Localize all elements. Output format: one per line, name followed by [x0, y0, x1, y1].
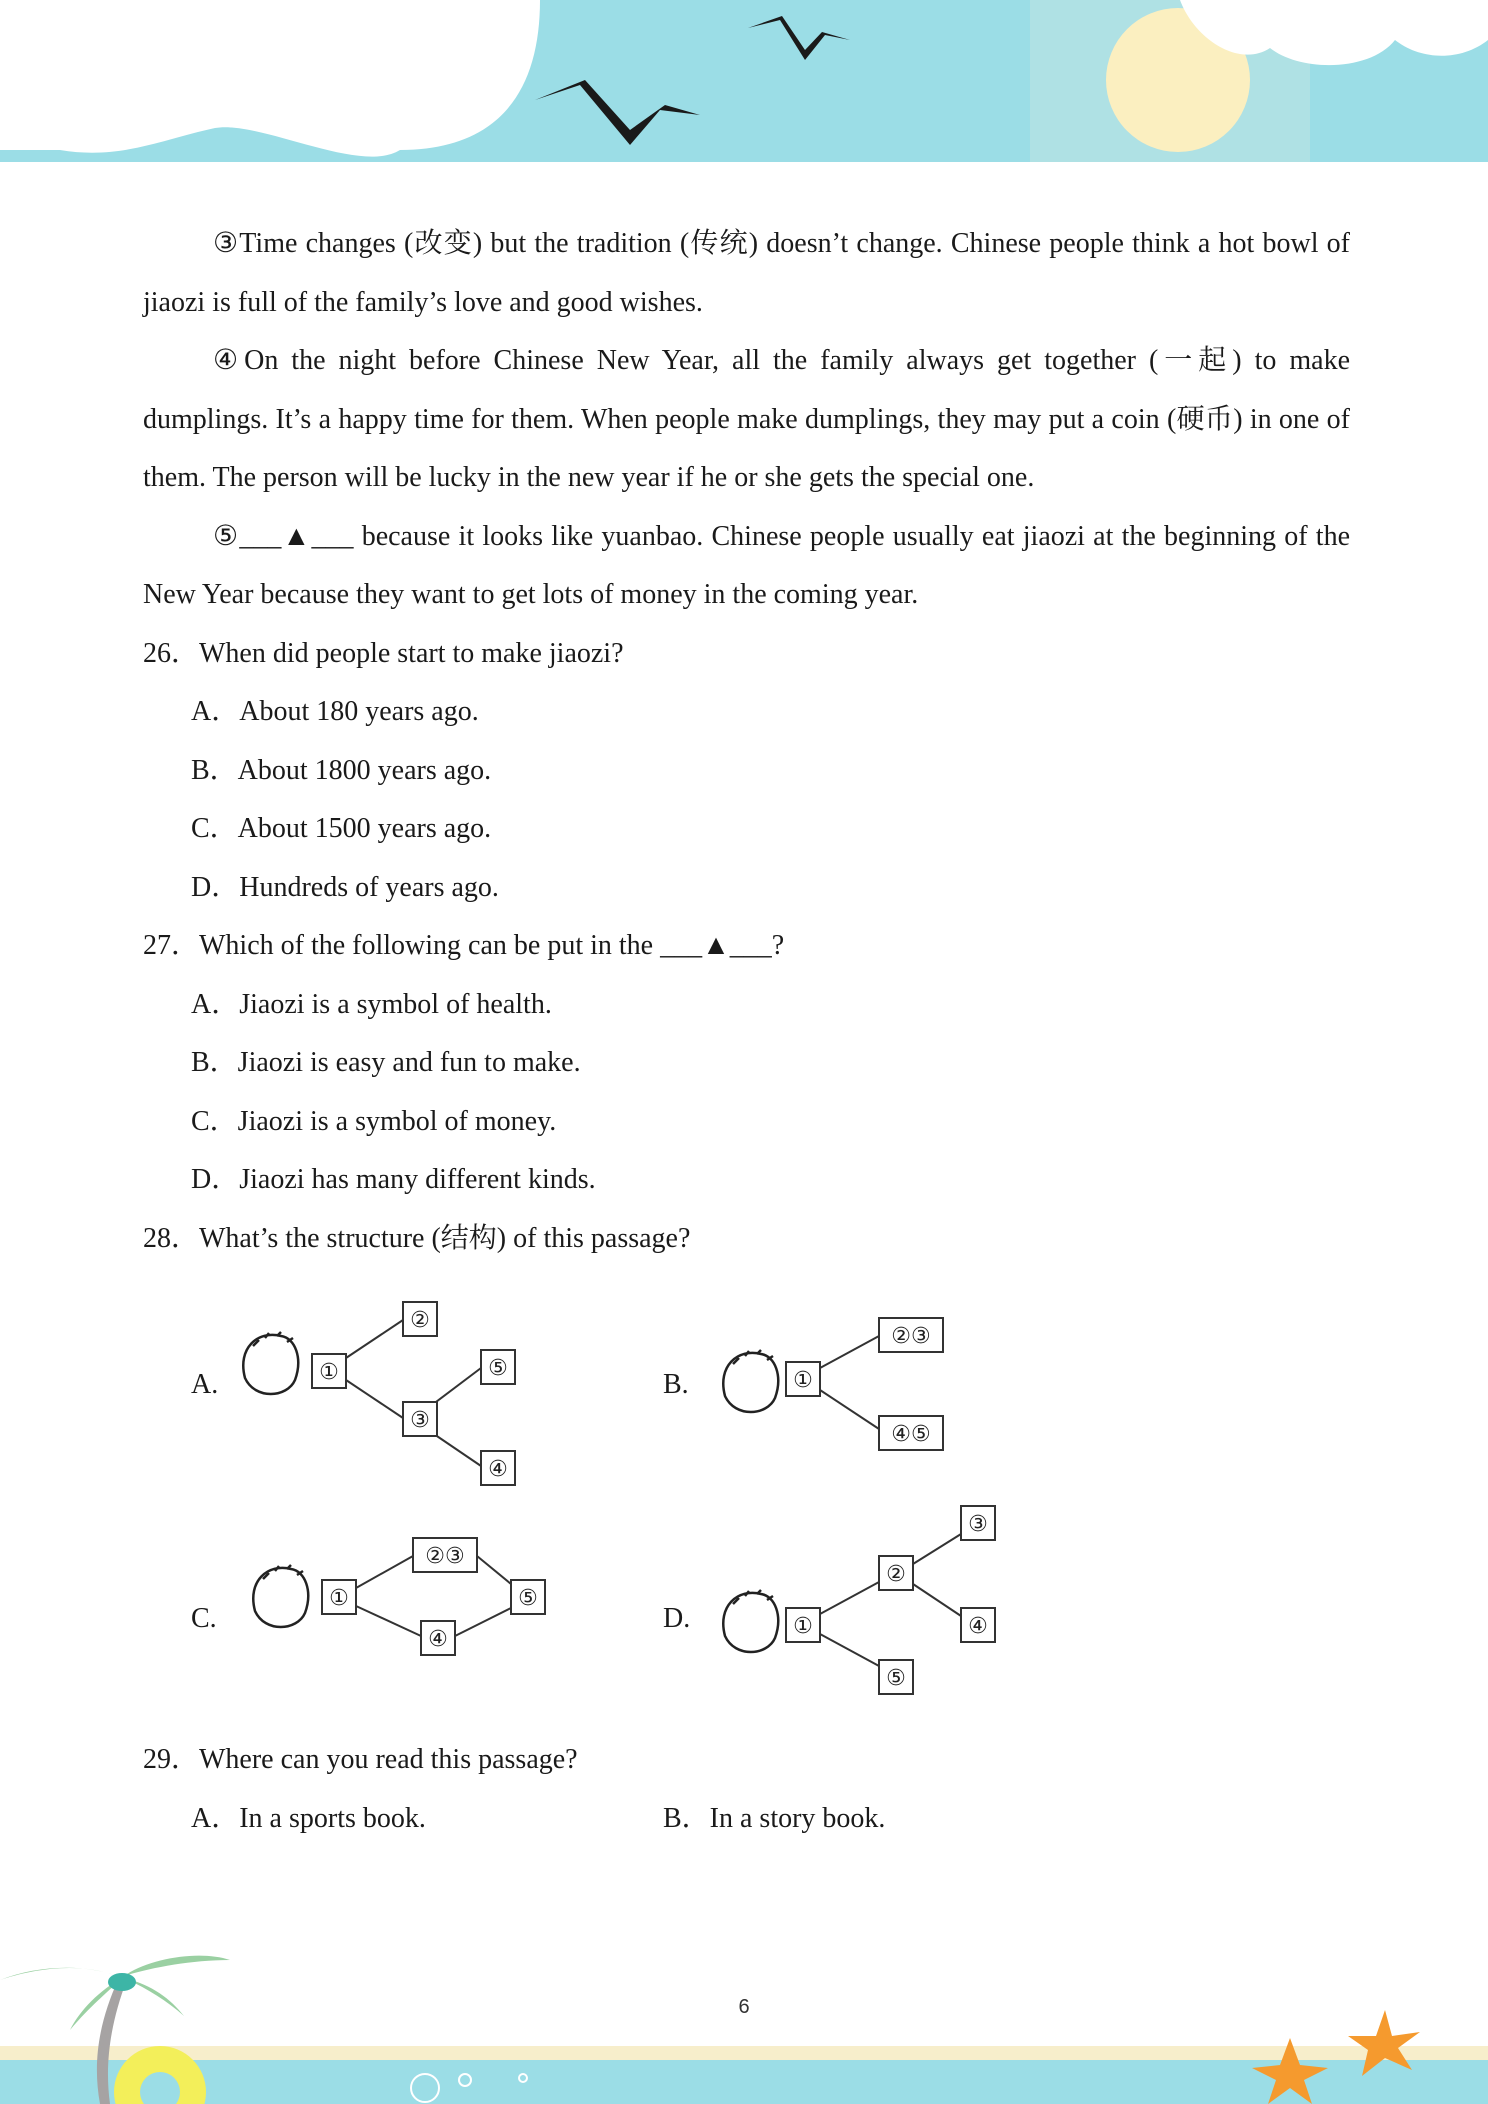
question-29-stem: 29．Where can you read this passage? — [143, 1744, 578, 1775]
diagram-d — [713, 1494, 1033, 1714]
diagram-c-label: C. — [191, 1603, 217, 1634]
sand-strip — [0, 2046, 1488, 2062]
cloud-left — [0, 0, 540, 157]
question-27-option-b: B．Jiaozi is easy and fun to make. — [191, 1047, 581, 1078]
node-c-5: ⑤ — [518, 1586, 538, 1611]
node-d-4: ④ — [968, 1614, 988, 1639]
diagram-c — [243, 1526, 583, 1696]
dumpling-icon — [243, 1332, 298, 1394]
page-number: 6 — [738, 1996, 750, 2018]
dumpling-icon — [253, 1565, 308, 1627]
node-b-45: ④⑤ — [891, 1422, 931, 1447]
question-27-option-a: A．Jiaozi is a symbol of health. — [191, 988, 552, 1020]
page-content — [143, 215, 1350, 1848]
node-a-1: ① — [319, 1360, 339, 1385]
node-c-4: ④ — [428, 1627, 448, 1652]
question-26-option-b: B．About 1800 years ago. — [191, 754, 492, 786]
header-sky-banner — [0, 0, 1488, 170]
sea-strip — [0, 2060, 1488, 2104]
question-29-option-b: B．In a story book. — [663, 1802, 886, 1834]
node-b-23: ②③ — [891, 1324, 931, 1349]
paragraph-3: ③Time changes (改变) but the tradition (传统) doesn’t change. Chinese people think a hot bowl of jiaozi is full of the family’s love and good wishes. — [143, 228, 1350, 318]
question-26-option-a: A．About 180 years ago. — [191, 696, 479, 727]
node-c-1: ① — [329, 1586, 349, 1611]
paragraph-5: ⑤___▲___ because it looks like yuanbao. Chinese people usually eat jiaozi at the beginning of the New Year because they want to get lots of money in the coming year. — [143, 520, 1350, 610]
node-a-3: ③ — [410, 1408, 430, 1433]
diagram-a-label: A. — [191, 1369, 219, 1400]
node-c-23: ②③ — [425, 1544, 465, 1569]
question-28-stem: 28．What’s the structure (结构) of this passage? — [143, 1222, 691, 1254]
node-d-2: ② — [886, 1562, 906, 1587]
structure-diagrams — [143, 1276, 1350, 1731]
diagram-b-label: B. — [663, 1369, 689, 1400]
dumpling-icon — [723, 1590, 778, 1652]
question-26-option-d: D．Hundreds of years ago. — [191, 871, 499, 903]
node-d-3: ③ — [968, 1512, 988, 1537]
diagram-b — [713, 1306, 1013, 1496]
node-b-1: ① — [793, 1368, 813, 1393]
node-a-5: ⑤ — [488, 1356, 508, 1381]
question-26-stem: 26．When did people start to make jiaozi? — [143, 637, 624, 669]
node-a-4: ④ — [488, 1457, 508, 1482]
dumpling-icon — [723, 1350, 778, 1412]
question-29-options — [143, 1790, 1350, 1849]
paragraph-4: ④On the night before Chinese New Year, all the family always get together (一起) to make dumplings. It’s a happy time for them. When people make dumplings, they may put a coin (硬币) in one of them. The person will be lucky in the new year if he or she gets the special one. — [143, 345, 1350, 493]
node-d-5: ⑤ — [886, 1666, 906, 1691]
question-29-option-a: A．In a sports book. — [191, 1802, 426, 1834]
question-26-option-c: C．About 1500 years ago. — [191, 813, 492, 844]
diagram-a — [233, 1288, 573, 1498]
diagram-d-label: D. — [663, 1603, 691, 1634]
footer-beach-banner — [0, 1920, 1488, 2104]
question-27-option-c: C．Jiaozi is a symbol of money. — [191, 1105, 557, 1137]
question-27-stem: 27．Which of the following can be put in the ___▲___? — [143, 930, 785, 961]
node-d-1: ① — [793, 1614, 813, 1639]
question-27-option-d: D．Jiaozi has many different kinds. — [191, 1164, 596, 1195]
node-a-2: ② — [410, 1308, 430, 1333]
